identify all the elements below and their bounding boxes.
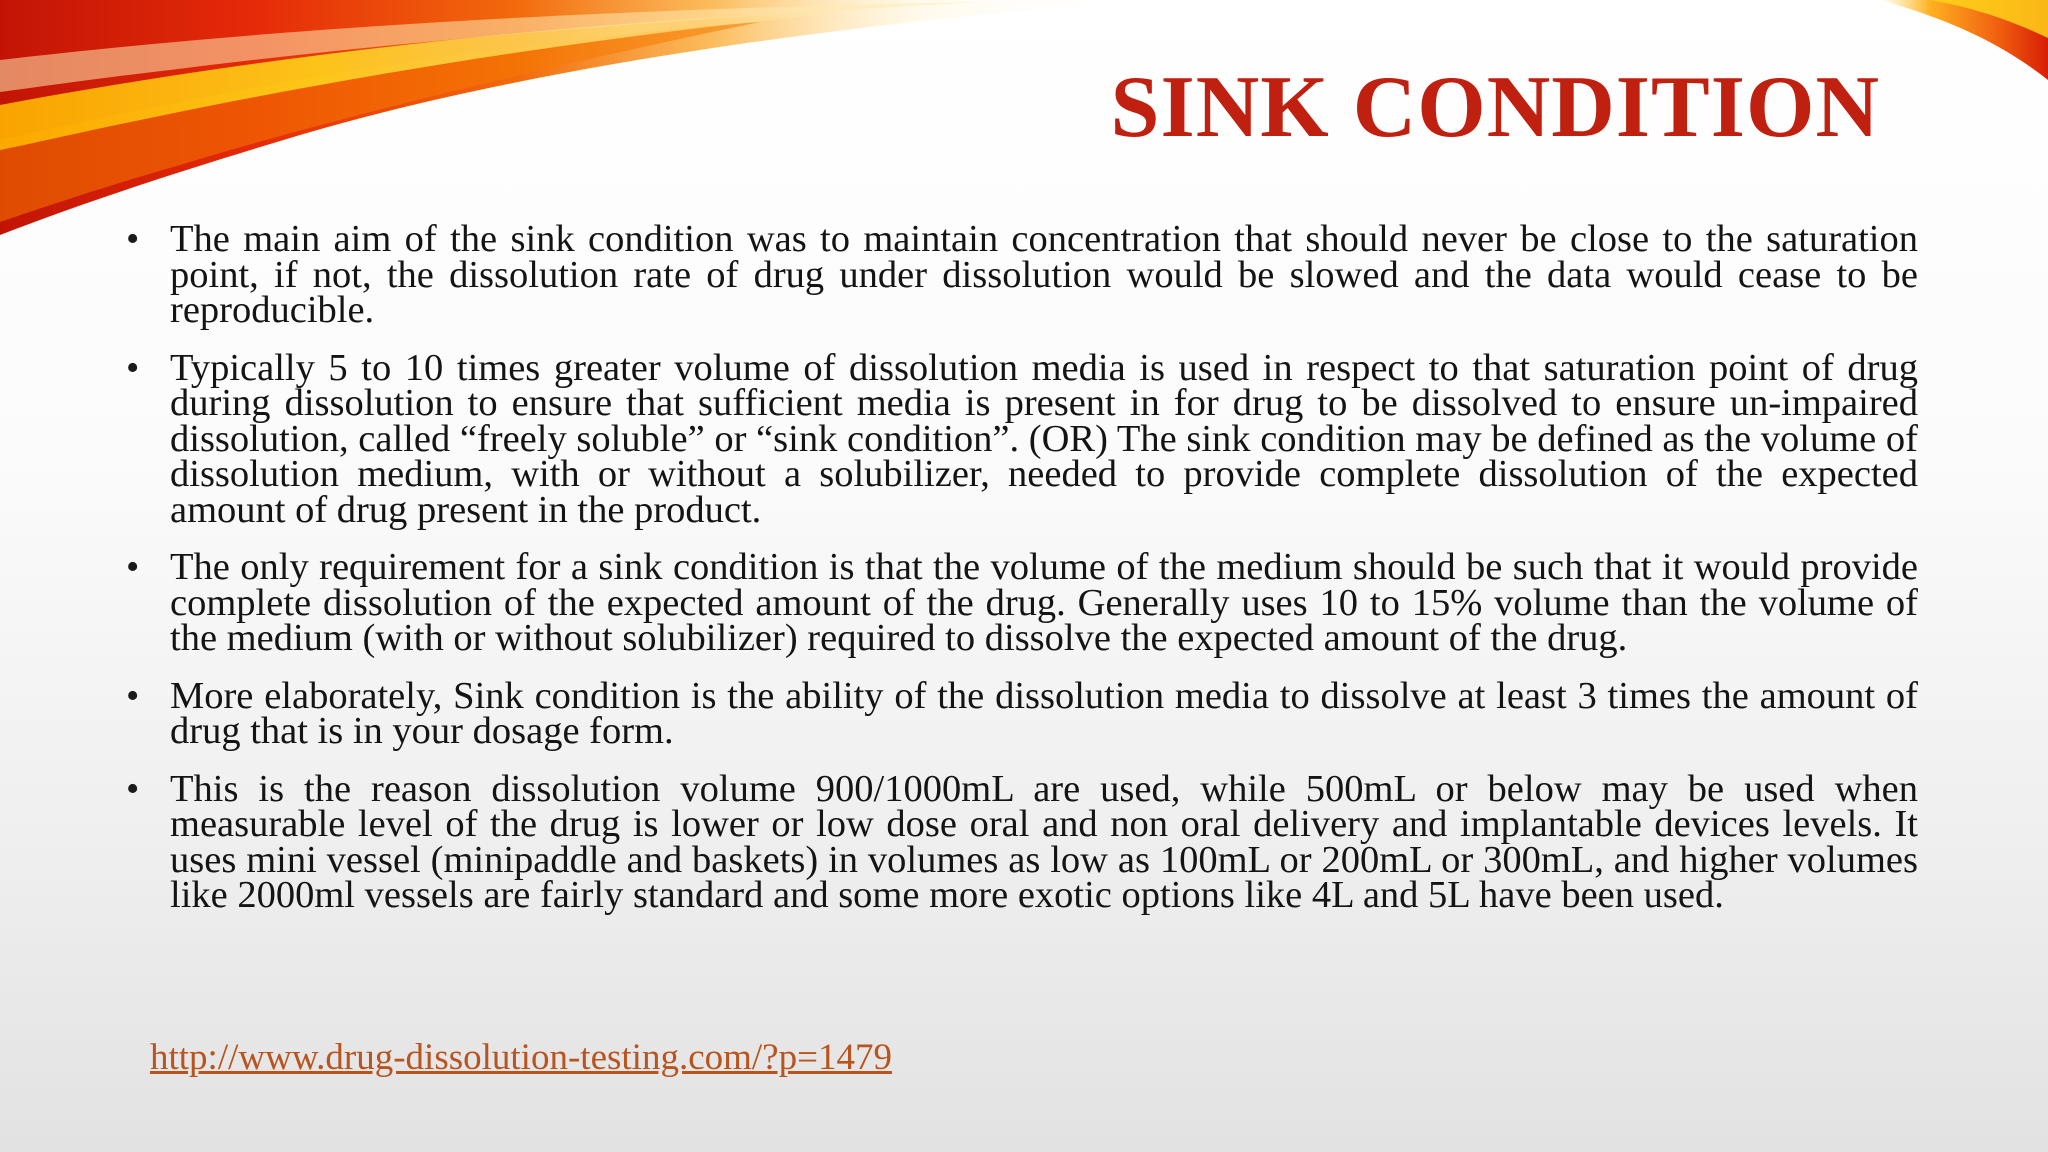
bullet-item <box>124 767 1918 916</box>
bullet-item <box>124 346 1918 531</box>
bullet-text: The main aim of the sink condition was to maintain concentration that should never be close to the saturation point, if not, the dissolution rate of drug under dissolution would be slowed and the data would cease to be reproducible. <box>170 218 1918 331</box>
bullet-marker: • <box>126 767 140 810</box>
bullet-marker: • <box>126 346 140 389</box>
bullet-list <box>124 218 1918 936</box>
bullet-text: The only requirement for a sink condition is that the volume of the medium should be such that it would provide complete dissolution of the expected amount of the drug. Generally uses 10 to 15% volume than the volume of the medium (with or without solubilizer) required to dissolve the expected amount of the drug. <box>170 546 1918 659</box>
bullet-marker: • <box>126 218 140 260</box>
source-link[interactable]: http://www.drug-dissolution-testing.com/?p=1479 <box>150 1037 892 1078</box>
bullet-item <box>124 546 1918 659</box>
bullet-text: This is the reason dissolution volume 900/1000mL are used, while 500mL or below may be used when measurable level of the drug is lower or low dose oral and non oral delivery and implantable devices levels. It uses mini vessel (minipaddle and baskets) in volumes as low as 100mL or 200mL or 300mL, and higher volumes like 2000ml vessels are fairly standard and some more exotic options like 4L and 5L have been used. <box>170 767 1918 916</box>
slide-title: SINK CONDITION <box>1110 59 1880 156</box>
bullet-text: More elaborately, Sink condition is the ability of the dissolution media to dissolve at least 3 times the amount of drug that is in your dosage form. <box>170 674 1918 752</box>
bullet-marker: • <box>126 546 140 588</box>
bullet-item <box>124 674 1918 752</box>
bullet-marker: • <box>126 674 140 717</box>
bullet-item <box>124 218 1918 331</box>
bullet-text: Typically 5 to 10 times greater volume of dissolution media is used in respect to that saturation point of drug during dissolution to ensure that sufficient media is present in for drug to be dissolved to ensure un-impaired dissolution, called “freely soluble” or “sink condition”. (OR) The sink condition may be defined as the volume of dissolution medium, with or without a solubilizer, needed to provide complete dissolution of the expected amount of drug present in the product. <box>170 346 1918 531</box>
